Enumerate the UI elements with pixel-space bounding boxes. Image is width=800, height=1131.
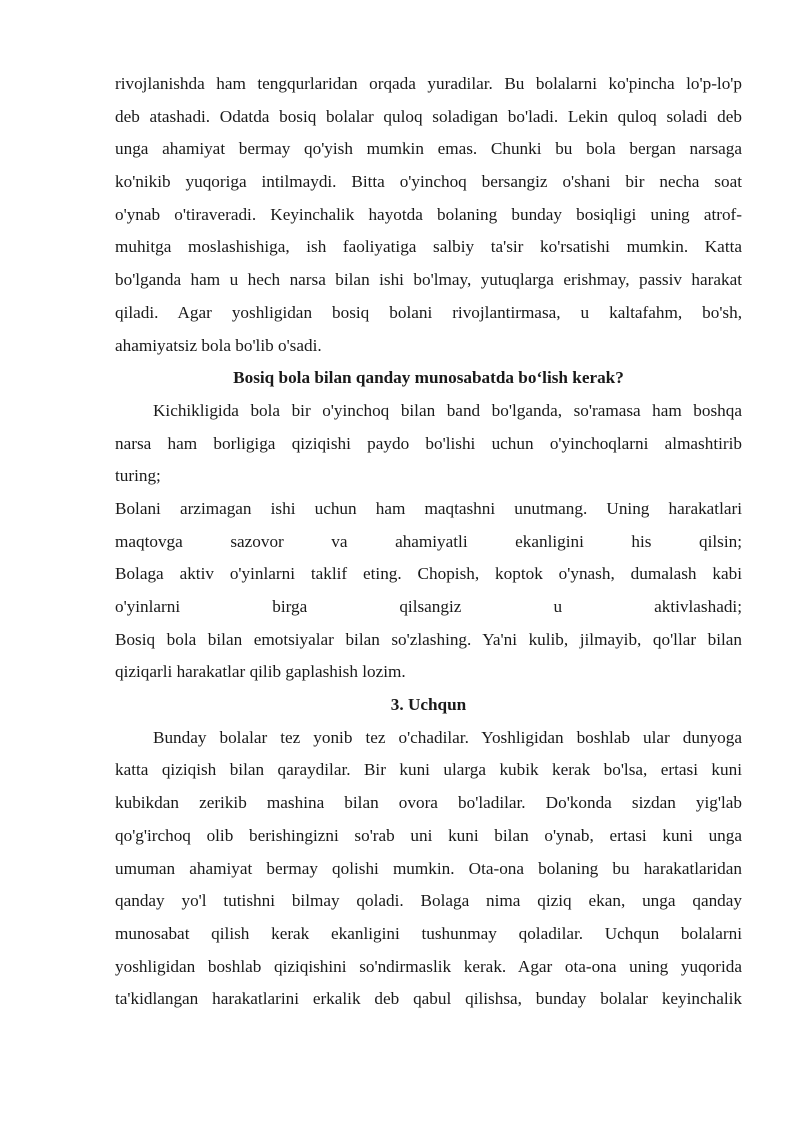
text-line: Bosiq bola bilan emotsiyalar bilan so'zlashing. Ya'ni kulib, jilmayib, qo'llar bilan: [115, 629, 742, 649]
text-line: ahamiyatsiz bola bo'lib o'sadi.: [115, 335, 322, 355]
text-line: ta'kidlangan harakatlarini erkalik deb qabul qilishsa, bunday bolalar keyinchalik: [115, 989, 742, 1009]
text-line: qo'g'irchoq olib berishingizni so'rab uni kuni bilan o'ynab, ertasi kuni unga: [115, 825, 742, 845]
text-line: o'yinlarni birga qilsangiz u aktivlashadi;: [115, 597, 742, 616]
text-line: bo'lganda ham u hech narsa bilan ishi bo'lmay, yutuqlarga erishmay, passiv harakat: [115, 270, 742, 290]
text-line: kubikdan zerikib mashina bilan ovora bo'ladilar. Do'konda sizdan yig'lab: [115, 793, 742, 813]
text-line: Kichikligida bola bir o'yinchoq bilan band bo'lganda, so'ramasa ham boshqa: [153, 400, 742, 420]
text-line: qiziqarli harakatlar qilib gaplashish lozim.: [115, 662, 406, 682]
text-line: rivojlanishda ham tengqurlaridan orqada yuradilar. Bu bolalarni ko'pincha lo'p-lo'p: [115, 74, 742, 93]
text-line: maqtovga sazovor va ahamiyatli ekanligini his qilsin;: [115, 531, 742, 551]
text-line: unga ahamiyat bermay qo'yish mumkin emas. Chunki bu bola bergan narsaga: [115, 139, 742, 159]
text-line: Bunday bolalar tez yonib tez o'chadilar. Yoshligidan boshlab ular dunyoga: [153, 727, 742, 747]
text-line: munosabat qilish kerak ekanligini tushunmay qoladilar. Uchqun bolalarni: [115, 923, 742, 943]
section-heading: 3. Uchqun: [390, 695, 467, 715]
text-line: yoshligidan boshlab qiziqishini so'ndirmaslik kerak. Agar ota-ona uning yuqorida: [115, 956, 742, 976]
text-line: narsa ham borligiga qiziqishi paydo bo'lishi uchun o'yinchoqlarni almashtirib: [115, 433, 742, 453]
text-line: qiladi. Agar yoshligidan bosiq bolani rivojlantirmasa, u kaltafahm, bo'sh,: [115, 302, 742, 322]
text-line: turing;: [115, 466, 161, 486]
text-line: deb atashadi. Odatda bosiq bolalar quloq soladigan bo'ladi. Lekin quloq soladi deb: [115, 106, 742, 126]
text-line: ko'nikib yuqoriga intilmaydi. Bitta o'yinchoq bersangiz o'shani bir necha soat: [115, 172, 742, 192]
text-line: Bolani arzimagan ishi uchun ham maqtashni unutmang. Uning harakatlari: [115, 498, 742, 518]
text-line: Bolaga aktiv o'yinlarni taklif eting. Chopish, koptok o'ynash, dumalash kabi: [115, 564, 742, 584]
text-line: qanday yo'l tutishni bilmay qoladi. Bolaga nima qiziq ekan, unga qanday: [115, 891, 742, 911]
section-heading: Bosiq bola bilan qanday munosabatda boʻlish kerak?: [233, 368, 624, 388]
text-line: o'ynab o'tiraveradi. Keyinchalik hayotda bolaning bunday bosiqligi uning atrof-: [115, 204, 742, 224]
text-line: umuman ahamiyat bermay qolishi mumkin. Ota-ona bolaning bu harakatlaridan: [115, 858, 742, 878]
document-page: [115, 68, 742, 1016]
text-line: muhitga moslashishiga, ish faoliyatiga salbiy ta'sir ko'rsatishi mumkin. Katta: [115, 237, 742, 257]
text-line: katta qiziqish bilan qaraydilar. Bir kuni ularga kubik kerak bo'lsa, ertasi kuni: [115, 760, 742, 780]
